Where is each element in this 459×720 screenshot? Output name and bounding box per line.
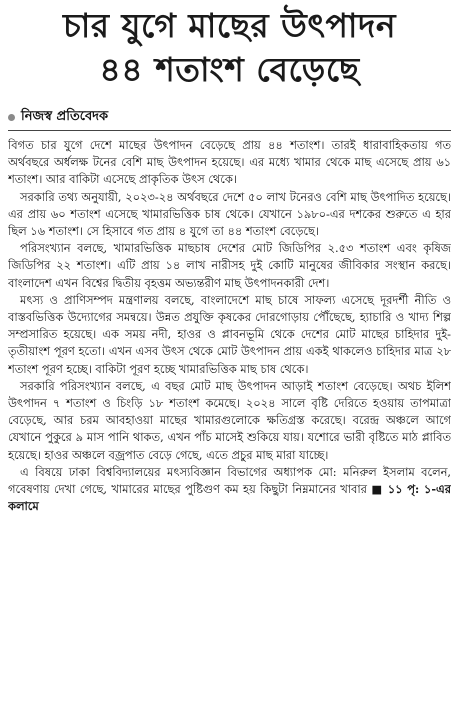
- continuation-link[interactable]: ■ ১১ পৃ: ১-এর কলামে: [8, 482, 451, 514]
- paragraph-last: [8, 464, 451, 516]
- byline-divider: [8, 130, 451, 131]
- paragraph: মৎস্য ও প্রাণিসম্পদ মন্ত্রণালয় বলছে, বাংলাদেশে মাছ চাষে সাফল্য এসেছে দূরদর্শী নীতি ও বাস্তবভিত্তিক উদ্যোগের সমন্বয়ে। উন্নত প্রযুক্তি কৃষকের দোরগোড়ায় পৌঁছেছে, হ্যাচারি ও খাদ্য শিল্প সম্প্রসারিত হয়েছে। এক সময় নদী, হাওর ও প্লাবনভূমি থেকে দেশের মোট মাছের চাহিদার দুই-তৃতীয়াংশ পূরণ হতো। এখন এসব উৎস থেকে মোট উৎপাদন প্রায় একই থাকলেও চাহিদার মাত্র ২৮ শতাংশ পূরণ হচ্ছে। বাকিটা পূরণ হচ্ছে খামারভিত্তিক মাছ চাষ থেকে।: [8, 292, 451, 376]
- headline: [8, 4, 451, 92]
- bullet-icon: [8, 114, 15, 121]
- article-body: [8, 137, 451, 677]
- paragraph: সরকারি পরিসংখ্যান বলছে, এ বছর মোট মাছ উৎপাদন আড়াই শতাংশ বেড়েছে। অথচ ইলিশ উৎপাদন ৭ শতাংশ ও চিংড়ি ১৮ শতাংশ কমেছে। ২০২৪ সালে বৃষ্টি দেরিতে হওয়ায় তাপমাত্রা বেড়েছে, আর চরম আবহাওয়া মাছের খামারগুলোকে ক্ষতিগ্রস্ত করেছে। বরেন্দ্র অঞ্চলে আগে যেখানে পুকুরে ৯ মাস পানি থাকত, এখন পাঁচ মাসেই শুকিয়ে যায়। যশোরে ভারী বৃষ্টিতে মাঠ প্লাবিত হয়েছে। হাওর অঞ্চলে বজ্রপাত বেড়ে গেছে, এতে প্রচুর মাছ মারা যাচ্ছে।: [8, 378, 451, 462]
- paragraph: বিগত চার যুগে দেশে মাছের উৎপাদন বেড়েছে প্রায় ৪৪ শতাংশ। তারই ধারাবাহিকতায় গত অর্থবছরে অর্ধলক্ষ টনের বেশি মাছ উৎপাদন হয়েছে। এর মধ্যে খামার থেকে মাছ এসেছে প্রায় ৬১ শতাংশ। আর বাকিটা এসেছে প্রাকৃতিক উৎস থেকে।: [8, 138, 451, 187]
- paragraph: পরিসংখ্যান বলছে, খামারভিত্তিক মাছচাষ দেশের মোট জিডিপির ২.৫৩ শতাংশ এবং কৃষিজ জিডিপির ২২ শতাংশ। এটি প্রায় ১৪ লাখ নারীসহ দুই কোটি মানুষের জীবিকার সংস্থান করছে। বাংলাদেশ এখন বিশ্বের দ্বিতীয় বৃহত্তম অভ্যন্তরীণ মাছ উৎপাদনকারী দেশ।: [8, 241, 451, 290]
- headline-line-1: চার যুগে মাছের উৎপাদন: [62, 6, 397, 45]
- paragraph: সরকারি তথ্য অনুযায়ী, ২০২৩-২৪ অর্থবছরে দেশে ৫০ লাখ টনেরও বেশি মাছ উৎপাদিত হয়েছে। এর প্রায় ৬০ শতাংশ এসেছে খামারভিত্তিক চাষ থেকে। যেখানে ১৯৮০-এর দশকের শুরুতে এ হার ছিল ১৬ শতাংশ। সে হিসাবে গত প্রায় ৪ যুগে তা ৪৪ শতাংশ বেড়েছে।: [8, 189, 451, 239]
- byline-text: নিজস্ব প্রতিবেদক: [21, 109, 109, 124]
- paragraph-last-text: এ বিষয়ে ঢাকা বিশ্ববিদ্যালয়ের মৎস্যবিজ্ঞান বিভাগের অধ্যাপক মো: মনিরুল ইসলাম বলেন, গবেষণায় দেখা গেছে, খামারের মাছের পুষ্টিগুণ কম হয় কিছুটা নিম্নমানের খাবার: [8, 464, 451, 497]
- byline: [8, 108, 451, 126]
- headline-line-2: ৪৪ শতাংশ বেড়েছে: [99, 50, 360, 89]
